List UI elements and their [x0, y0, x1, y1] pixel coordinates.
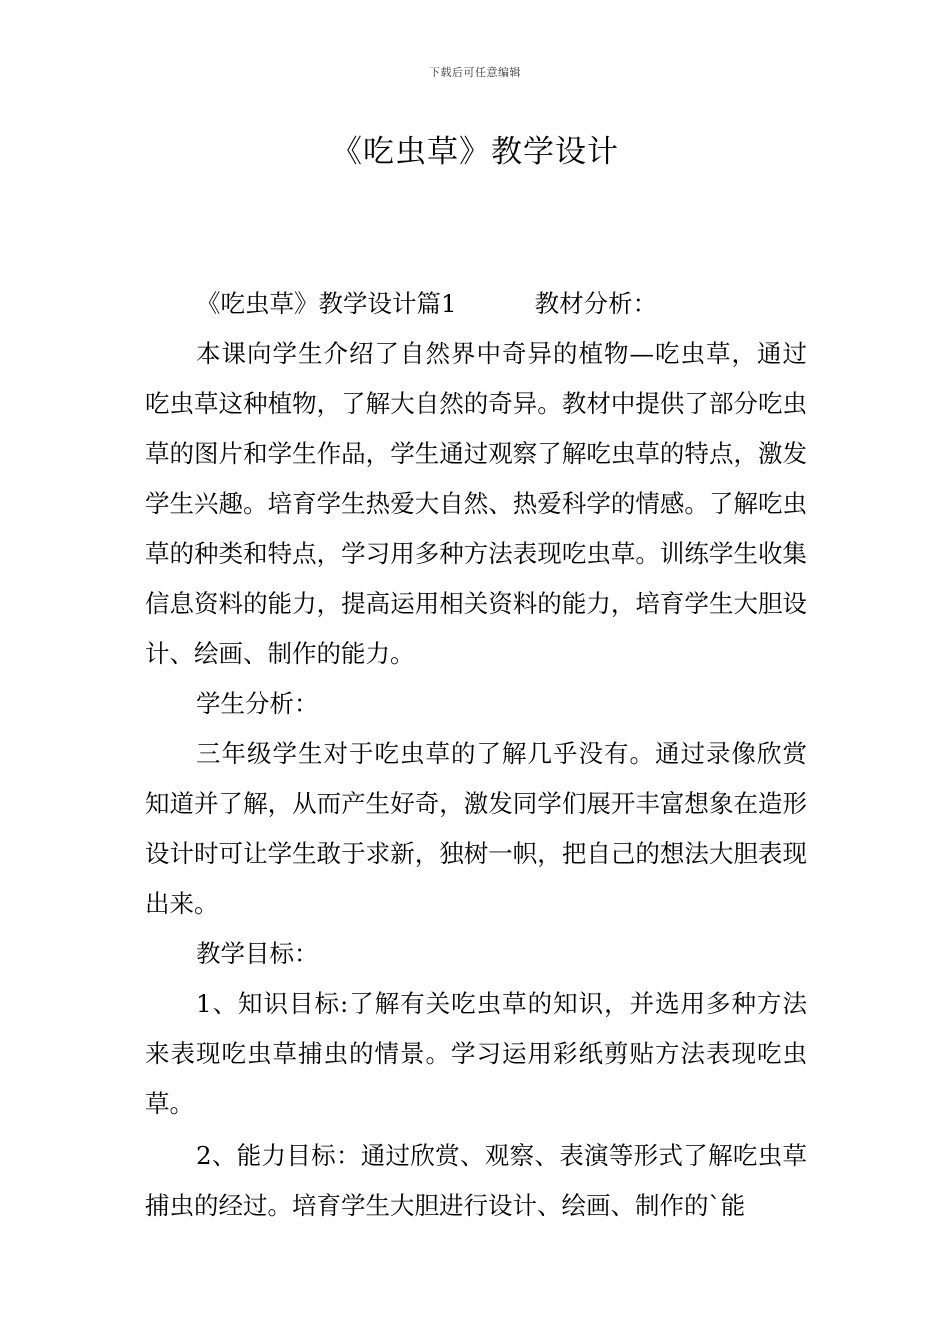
paragraph-textbook-analysis: 本课向学生介绍了自然界中奇异的植物—吃虫草，通过吃虫草这种植物，了解大自然的奇异。教材中提供了部分吃虫草的图片和学生作品，学生通过观察了解吃虫草的特点，激发学生兴趣。培育学生热爱大自然、热爱科学的情感。了解吃虫草的种类和特点，学习用多种方法表现吃虫草。训练学生收集信息资料的能力，提高运用相关资料的能力，培育学生大胆设计、绘画、制作的能力。 [145, 339, 807, 668]
heading-teaching-goals: 教学目标： [196, 939, 319, 968]
document-body [145, 279, 807, 1231]
document-title: 《吃虫草》教学设计 [331, 134, 619, 170]
intro-section-label: 教材分析： [534, 289, 658, 318]
paragraph-student-analysis: 三年级学生对于吃虫草的了解几乎没有。通过录像欣赏知道并了解，从而产生好奇，激发同学们展开丰富想象在造形设计时可让学生敢于求新，独树一帜，把自己的想法大胆表现出来。 [145, 739, 807, 918]
intro-heading: 《吃虫草》教学设计篇1 [196, 289, 457, 318]
paragraph-ability-goal: 2、能力目标：通过欣赏、观察、表演等形式了解吃虫草捕虫的经过。培育学生大胆进行设计、绘画、制作的`能 [145, 1141, 807, 1220]
intro-line [145, 279, 807, 329]
paragraph-knowledge-goal: 1、知识目标:了解有关吃虫草的知识，并选用多种方法来表现吃虫草捕虫的情景。学习运用彩纸剪贴方法表现吃虫草。 [145, 989, 807, 1118]
header-note: 下载后可任意编辑 [429, 66, 521, 79]
heading-student-analysis: 学生分析： [196, 689, 319, 718]
